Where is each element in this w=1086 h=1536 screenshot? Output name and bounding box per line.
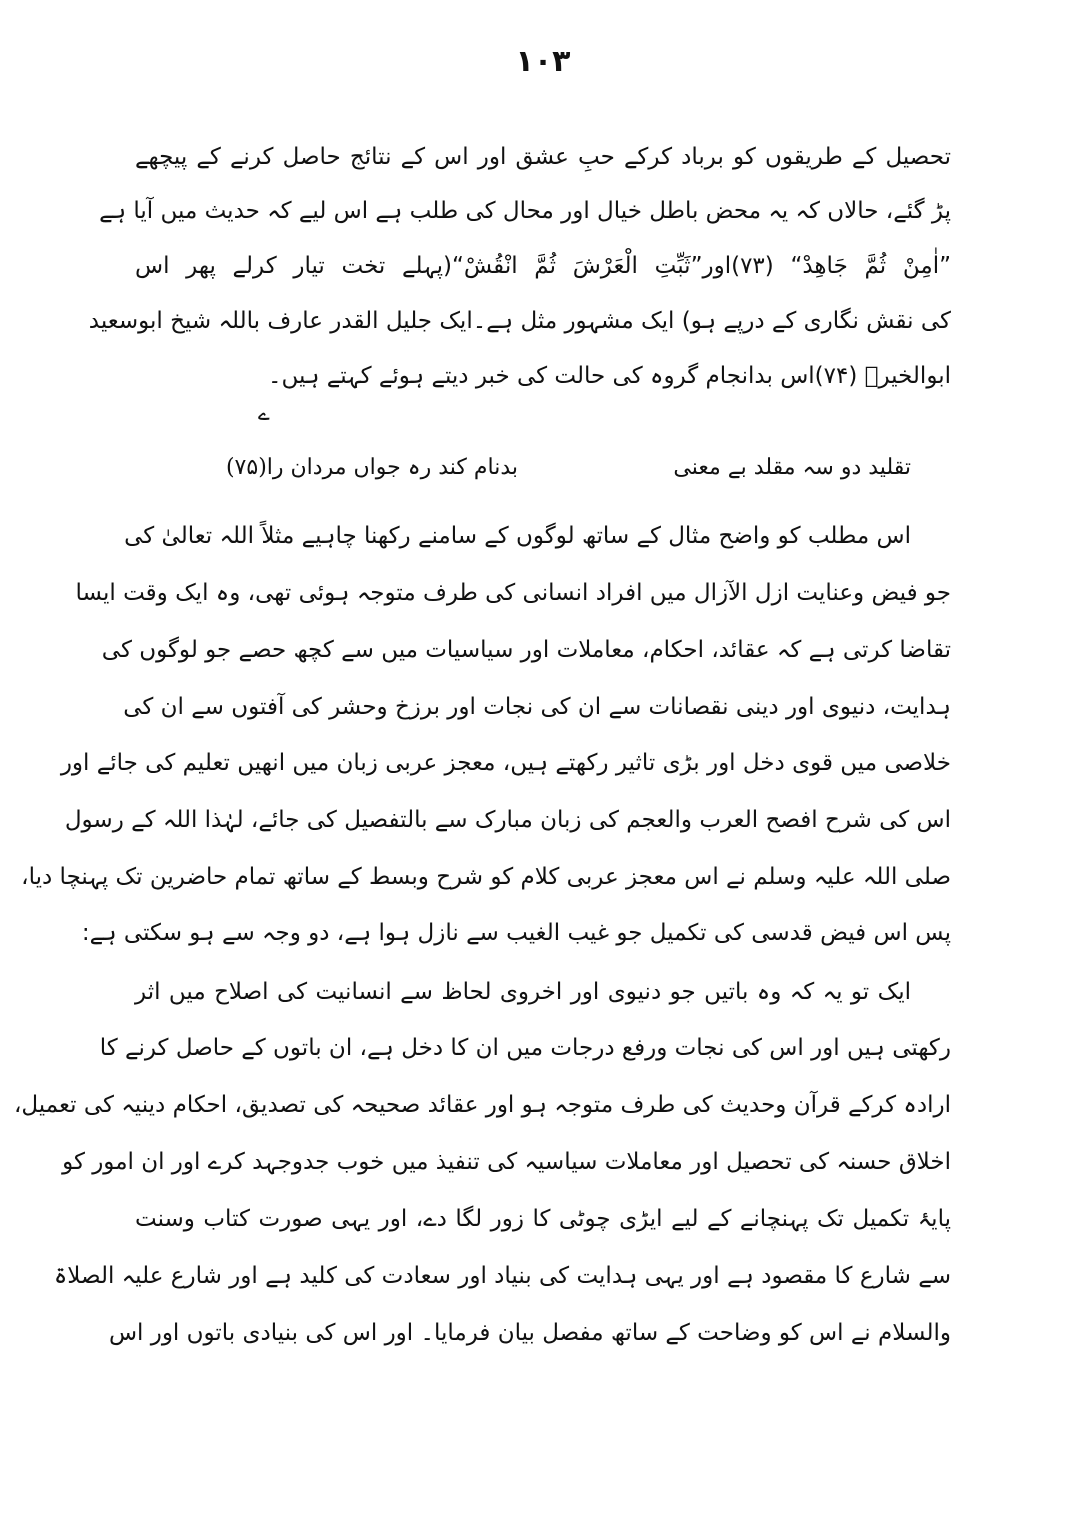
text-line: تقاضا کرتی ہے کہ عقائد، احکام، معاملات اور سیاسیات میں سے کچھ حصے جو لوگوں کی bbox=[101, 637, 951, 663]
text-line: ہدایت، دنیوی اور دینی نقصانات سے ان کی نجات اور برزخ وحشر کی آفتوں سے ان کی bbox=[123, 694, 951, 720]
text-line: اس مطلب کو واضح مثال کے ساتھ لوگوں کے سامنے رکھنا چاہیے مثلاً اللہ تعالیٰ کی bbox=[124, 523, 911, 549]
text-line: کی نقش نگاری کے درپے ہو) ایک مشہور مثل ہے۔ایک جلیل القدر عارف باللہ شیخ ابوسعید bbox=[88, 308, 951, 334]
text-line: سے شارع کا مقصود ہے اور یہی ہدایت کی بنیاد اور سعادت کی کلید ہے اور شارع علیہ الصلاۃ bbox=[53, 1263, 951, 1289]
verse-hemistich-second: بدنام کند رہ جواں مردان را(۷۵) bbox=[225, 455, 518, 480]
text-line: اس کی شرح افصح العرب والعجم کی زبان مبارک سے بالتفصیل کی جائے، لہٰذا اللہ کے رسول bbox=[64, 807, 951, 833]
verse-hemistich-first: تقلید دو سہ مقلد بے معنی bbox=[673, 455, 911, 480]
text-line: تحصیل کے طریقوں کو برباد کرکے حبِ عشق اور اس کے نتائج حاصل کرنے کے پیچھے bbox=[135, 144, 951, 170]
text-line: صلی اللہ علیہ وسلم نے اس معجز عربی کلام کو شرح وبسط کے ساتھ تمام حاضرین تک پہنچا دیا، bbox=[21, 864, 951, 890]
text-line: اخلاق حسنہ کی تحصیل اور معاملات سیاسیہ کی تنفیذ میں خوب جدوجہد کرے اور ان امور کو bbox=[62, 1149, 951, 1175]
text-line: والسلام نے اس کو وضاحت کے ساتھ مفصل بیان فرمایا۔ اور اس کی بنیادی باتوں اور اس bbox=[108, 1320, 951, 1346]
text-line: جو فیض وعنایت ازل الآزال میں افراد انسانی کی طرف متوجہ ہوئی تھی، وہ ایک وقت ایسا bbox=[75, 580, 951, 606]
text-line: رکھتی ہیں اور اس کی نجات ورفع درجات میں ان کا دخل ہے، ان باتوں کے حاصل کرنے کا bbox=[99, 1035, 951, 1061]
text-line: پایۂ تکمیل تک پہنچانے کے لیے ایڑی چوٹی کا زور لگا دے، اور یہی صورت کتاب وسنت bbox=[135, 1206, 951, 1232]
text-line: پڑ گئے، حالاں کہ یہ محض باطل خیال اور محال کی طلب ہے اس لیے کہ حدیث میں آیا ہے bbox=[99, 198, 951, 224]
text-line: خلاصی میں قوی دخل اور بڑی تاثیر رکھتے ہیں، معجز عربی زبان میں انھیں تعلیم کی جائے اور bbox=[60, 750, 951, 776]
page-number: ۱۰۳ bbox=[515, 44, 571, 79]
persian-verse bbox=[135, 446, 951, 490]
text-line: ”اٰمِنْ ثُمَّ جَاھِدْ“ (۷۳)اور”ثَبِّتِ الْعَرْشَ ثُمَّ انْقُشْ“(پہلے تخت تیار کرلے پھر اس bbox=[135, 253, 951, 279]
text-line: ابوالخیرؒ (۷۴)اس بدانجام گروہ کی حالت کی خبر دیتے ہوئے کہتے ہیں۔ bbox=[268, 363, 951, 389]
text-line: ایک تو یہ کہ وہ باتیں جو دنیوی اور اخروی لحاظ سے انسانیت کی اصلاح میں اثر bbox=[135, 979, 911, 1005]
text-line: پس اس فیض قدسی کی تکمیل جو غیب الغیب سے نازل ہوا ہے، دو وجہ سے ہو سکتی ہے: bbox=[81, 920, 951, 946]
text-line: ارادہ کرکے قرآن وحدیث کی طرف متوجہ ہو اور عقائد صحیحہ کی تصدیق، احکام دینیہ کی تعمیل، bbox=[13, 1092, 951, 1118]
marginal-mark: ے bbox=[258, 401, 270, 425]
